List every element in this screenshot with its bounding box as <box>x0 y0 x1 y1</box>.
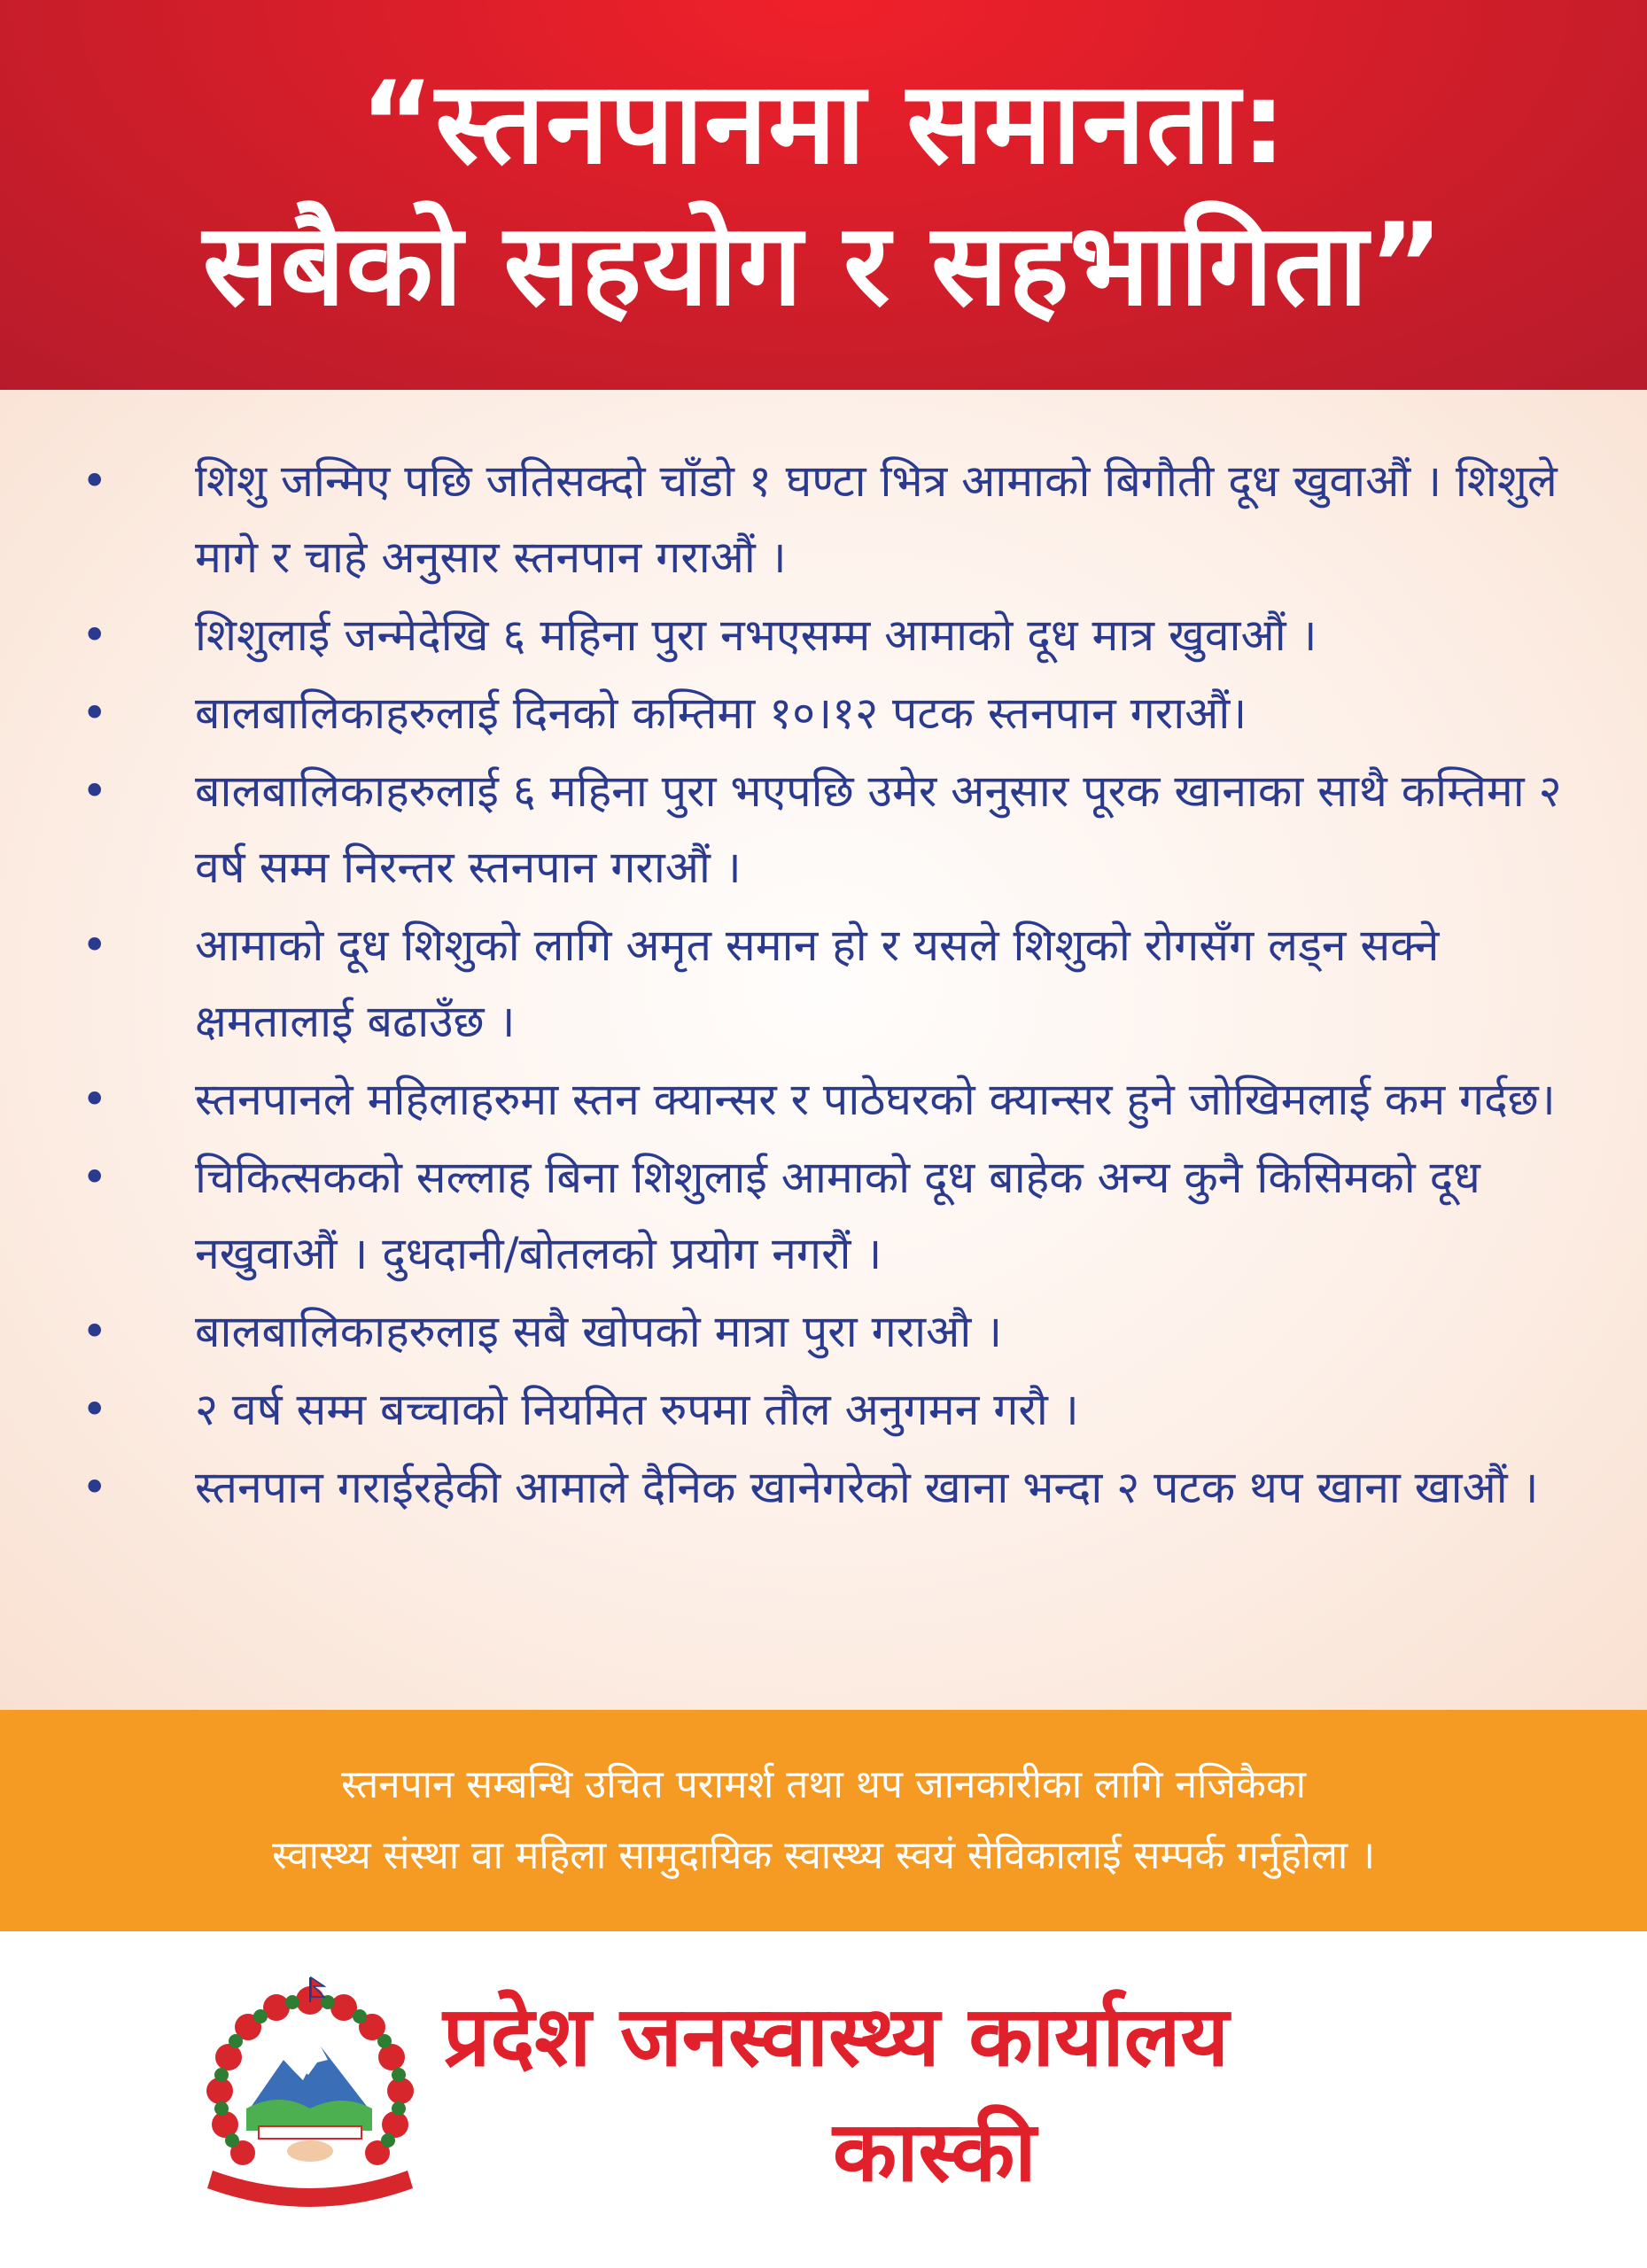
list-item <box>0 1061 1594 1138</box>
nepal-emblem-icon <box>195 1976 425 2215</box>
list-item <box>0 753 1594 905</box>
list-item <box>0 1371 1594 1448</box>
list-item-text: बालबालिकाहरुलाई दिनको कम्तिमा १०।१२ पटक स्तनपान गराऔं। <box>195 687 1247 739</box>
poster-title-line-1: “स्तनपानमा समानता: <box>360 58 1287 190</box>
bullet-icon: • <box>82 1384 108 1435</box>
organization-district: कास्की <box>833 2104 1037 2201</box>
contact-line-2: स्वास्थ्य संस्था वा महिला सामुदायिक स्वास्थ्य स्वयं सेविकालाई सम्पर्क गर्नुहोला । <box>271 1833 1375 1878</box>
message-list <box>0 390 1647 1526</box>
organization-block <box>0 1931 1647 2268</box>
list-item-text: २ वर्ष सम्म बच्चाको नियमित रुपमा तौल अनुगमन गरौ । <box>195 1384 1079 1435</box>
list-item-text: बालबालिकाहरुलाइ सबै खोपको मात्रा पुरा गराऔ । <box>195 1306 1003 1357</box>
poster-title-line-2: सबैको सहयोग र सहभागिता” <box>202 199 1445 331</box>
list-item-text: चिकित्सकको सल्लाह बिना शिशुलाई आमाको दूध बाहेक अन्य कुनै किसिमको दूध नखुवाऔं । दुधदानी/बोतलको प्रयोग नगरौं । <box>195 1152 1480 1279</box>
bullet-icon: • <box>82 455 108 507</box>
bullet-icon: • <box>82 765 108 817</box>
bullet-icon: • <box>82 687 108 739</box>
header-banner <box>0 0 1647 390</box>
list-item <box>0 597 1594 673</box>
list-item <box>0 443 1594 595</box>
message-panel <box>0 390 1647 1710</box>
list-item-text: शिशुलाई जन्मेदेखि ६ महिना पुरा नभएसम्म आमाको दूध मात्र खुवाऔं । <box>195 610 1317 661</box>
list-item-text: बालबालिकाहरुलाई ६ महिना पुरा भएपछि उमेर अनुसार पूरक खानाका साथै कम्तिमा २ वर्ष सम्म निरन्तर स्तनपान गराऔं । <box>195 765 1562 893</box>
bullet-icon: • <box>82 1074 108 1125</box>
bullet-icon: • <box>82 610 108 661</box>
contact-line-1: स्तनपान सम्बन्धि उचित परामर्श तथा थप जानकारीका लागि नजिकैका <box>340 1762 1307 1807</box>
list-item-text: आमाको दूध शिशुको लागि अमृत समान हो र यसले शिशुको रोगसँग लड्न सक्ने क्षमतालाई बढाउँछ । <box>195 920 1440 1047</box>
list-item <box>0 675 1594 751</box>
organization-name: प्रदेश जनस्वास्थ्य कार्यालय <box>443 1989 1230 2085</box>
bullet-icon: • <box>82 1152 108 1203</box>
bullet-icon: • <box>82 1462 108 1513</box>
list-item <box>0 1293 1594 1370</box>
list-item-text: स्तनपान गराईरहेकी आमाले दैनिक खानेगरेको खाना भन्दा २ पटक थप खाना खाऔं । <box>195 1462 1539 1513</box>
list-item <box>0 1139 1594 1292</box>
list-item-text: शिशु जन्मिए पछि जतिसक्दो चाँडो १ घण्टा भित्र आमाको बिगौती दूध खुवाऔं । शिशुले मागे र चाहे अनुसार स्तनपान गराऔं । <box>195 455 1558 583</box>
list-item <box>0 1449 1594 1526</box>
contact-banner <box>0 1710 1647 1931</box>
list-item <box>0 907 1594 1060</box>
list-item-text: स्तनपानले महिलाहरुमा स्तन क्यान्सर र पाठेघरको क्यान्सर हुने जोखिमलाई कम गर्दछ। <box>195 1074 1556 1125</box>
bullet-icon: • <box>82 920 108 971</box>
bullet-icon: • <box>82 1306 108 1357</box>
